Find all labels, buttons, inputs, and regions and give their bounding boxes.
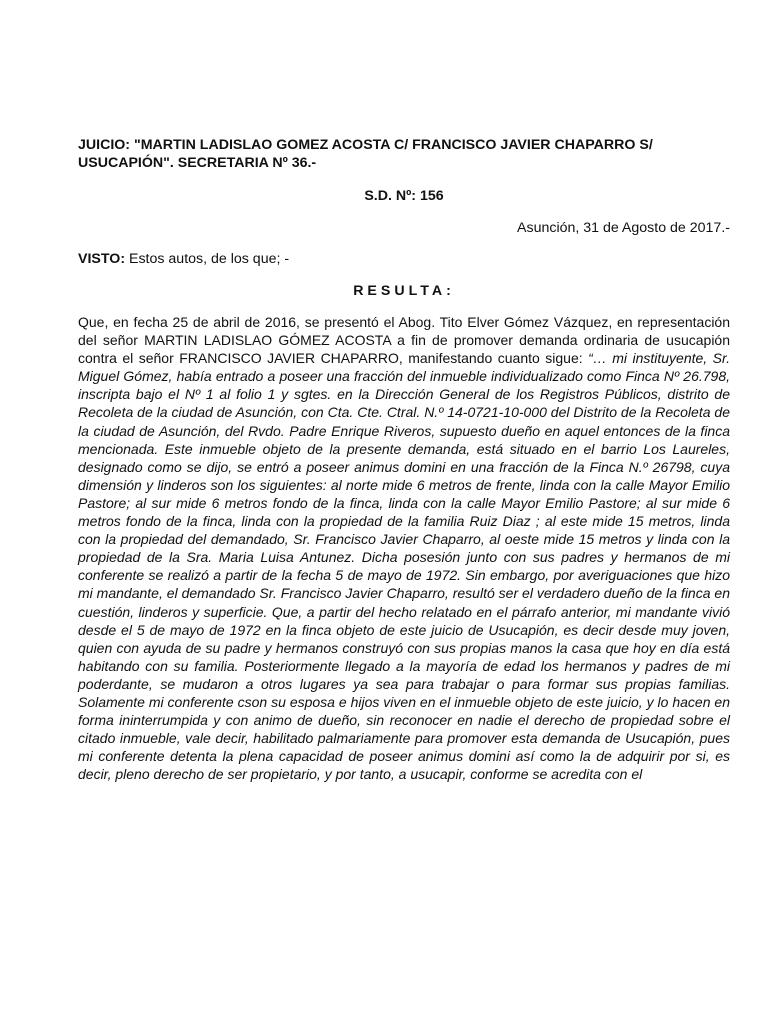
resulta-paragraph xyxy=(78,313,730,783)
date-line: Asunción, 31 de Agosto de 2017.- xyxy=(517,220,730,236)
document-page xyxy=(78,136,730,783)
paragraph-intro: Que, en fecha 25 de abril de 2016, se presentó el Abog. Tito Elver Gómez Vázquez, en representación del señor MARTIN LADISLAO GÓMEZ ACOSTA a fin de promover demanda ordinaria de usucapión contra el señor FRANCISCO JAVIER CHAPARRO, manifestando cuanto sigue: xyxy=(78,314,730,367)
case-heading: JUICIO: "MARTIN LADISLAO GOMEZ ACOSTA C/ FRANCISCO JAVIER CHAPARRO S/ USUCAPIÓN". SECRETARIA Nº 36.- xyxy=(78,137,653,171)
paragraph-quote: “… mi instituyente, Sr. Miguel Gómez, había entrado a poseer una fracción del inmueble individualizado como Finca Nº 26.798, inscripta bajo el Nº 1 al folio 1 y sgtes. en la Dirección General de los Registros Públicos, distrito de Recoleta de la ciudad de Asunción, con Cta. Cte. Ctral. N.º 14-0721-10-000 del Distrito de la Recoleta de la ciudad de Asunción, del Rvdo. Padre Enrique Riveros, supuesto dueño en aquel entonces de la finca mencionada. Este inmueble objeto de la presente demanda, está situado en el barrio Los Laureles, designado como se dijo, se entró a poseer animus domini en una fracción de la Finca N.º 26798, cuya dimensión y linderos son los siguientes: al norte mide 6 metros de frente, linda con la calle Mayor Emilio Pastore; al sur mide 6 metros fondo de la finca, linda con la calle Mayor Emilio Pastore; al sur mide 6 metros fondo de la finca, linda con la propiedad de la familia Ruiz Diaz ; al este mide 15 metros, linda con la propiedad del demandado, Sr. Francisco Javier Chaparro, al oeste mide 15 metros y linda con la propiedad de la Sra. Maria Luisa Antunez. Dicha posesión junto con sus padres y hermanos de mi conferente se realizó a partir de la fecha 5 de mayo de 1972. Sin embargo, por averiguaciones que hizo mi mandante, el demandado Sr. Francisco Javier Chaparro, resultó ser el verdadero dueño de la finca en cuestión, linderos y superficie. Que, a partir del hecho relatado en el párrafo anterior, mi mandante vivió desde el 5 de mayo de 1972 en la finca objeto de este juicio de Usucapión, es decir desde muy joven, quien con ayuda de su padre y hermanos construyó con sus propias manos la casa que hoy en día está habitando con su familia. Posteriormente llegado a la mayoría de edad los hermanos y padres de mi poderdante, se mudaron a otros lugares ya sea para trabajar o para formar sus propias familias. Solamente mi conferente cson su esposa e hijos viven en el inmueble objeto de este juicio, y lo hacen en forma ininterrumpida y con animo de dueño, sin reconocer en nadie el derecho de propiedad sobre el citado inmueble, vale decir, habilitado palmariamente para promover esta demanda de Usucapión, pues mi conferente detenta la plena capacidad de poseer animus domini así como la de adquirir por si, es decir, pleno derecho de ser propietario, y por tanto, a usucapir, conforme se acredita con el xyxy=(78,350,731,783)
visto-label: VISTO: xyxy=(78,251,126,267)
visto-line xyxy=(78,250,730,268)
visto-text: Estos autos, de los que; - xyxy=(125,251,290,267)
resulta-title: RESULTA: xyxy=(353,283,455,299)
sentence-number: S.D. Nº: 156 xyxy=(364,188,444,204)
